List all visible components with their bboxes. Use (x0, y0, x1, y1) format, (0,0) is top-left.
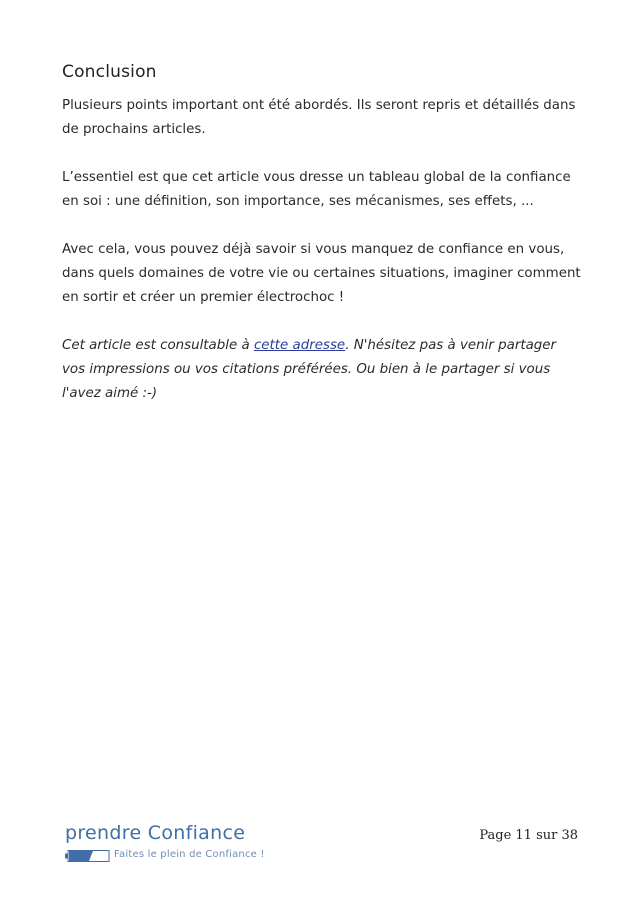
section-body (62, 94, 582, 430)
logo-tagline: Faites le plein de Confiance ! (114, 849, 265, 860)
paragraph: Avec cela, vous pouvez déjà savoir si vous manquez de confiance en vous, dans quels domaines de votre vie ou certaines situations, imaginer comment en sortir et créer un premier électrochoc ! (62, 242, 581, 305)
note-prefix: Cet article est consultable à (62, 338, 254, 353)
page-number: Page 11 sur 38 (479, 828, 578, 843)
article-note (62, 334, 582, 406)
logo-title: prendre Confiance (65, 822, 246, 844)
paragraph: L’essentiel est que cet article vous dresse un tableau global de la confiance en soi : une définition, son importance, ses mécanismes, ses effets, ... (62, 170, 571, 209)
brand-logo (65, 822, 275, 872)
paragraph: Plusieurs points important ont été abordés. Ils seront repris et détaillés dans de prochains articles. (62, 98, 576, 137)
battery-icon (65, 850, 110, 862)
note-suffix: . N'hésitez pas à venir partager vos impressions ou vos citations préférées. Ou bien à le partager si vous l'avez aimé :-) (62, 338, 557, 401)
section-heading: Conclusion (62, 62, 157, 82)
article-link[interactable]: cette adresse (253, 338, 346, 353)
